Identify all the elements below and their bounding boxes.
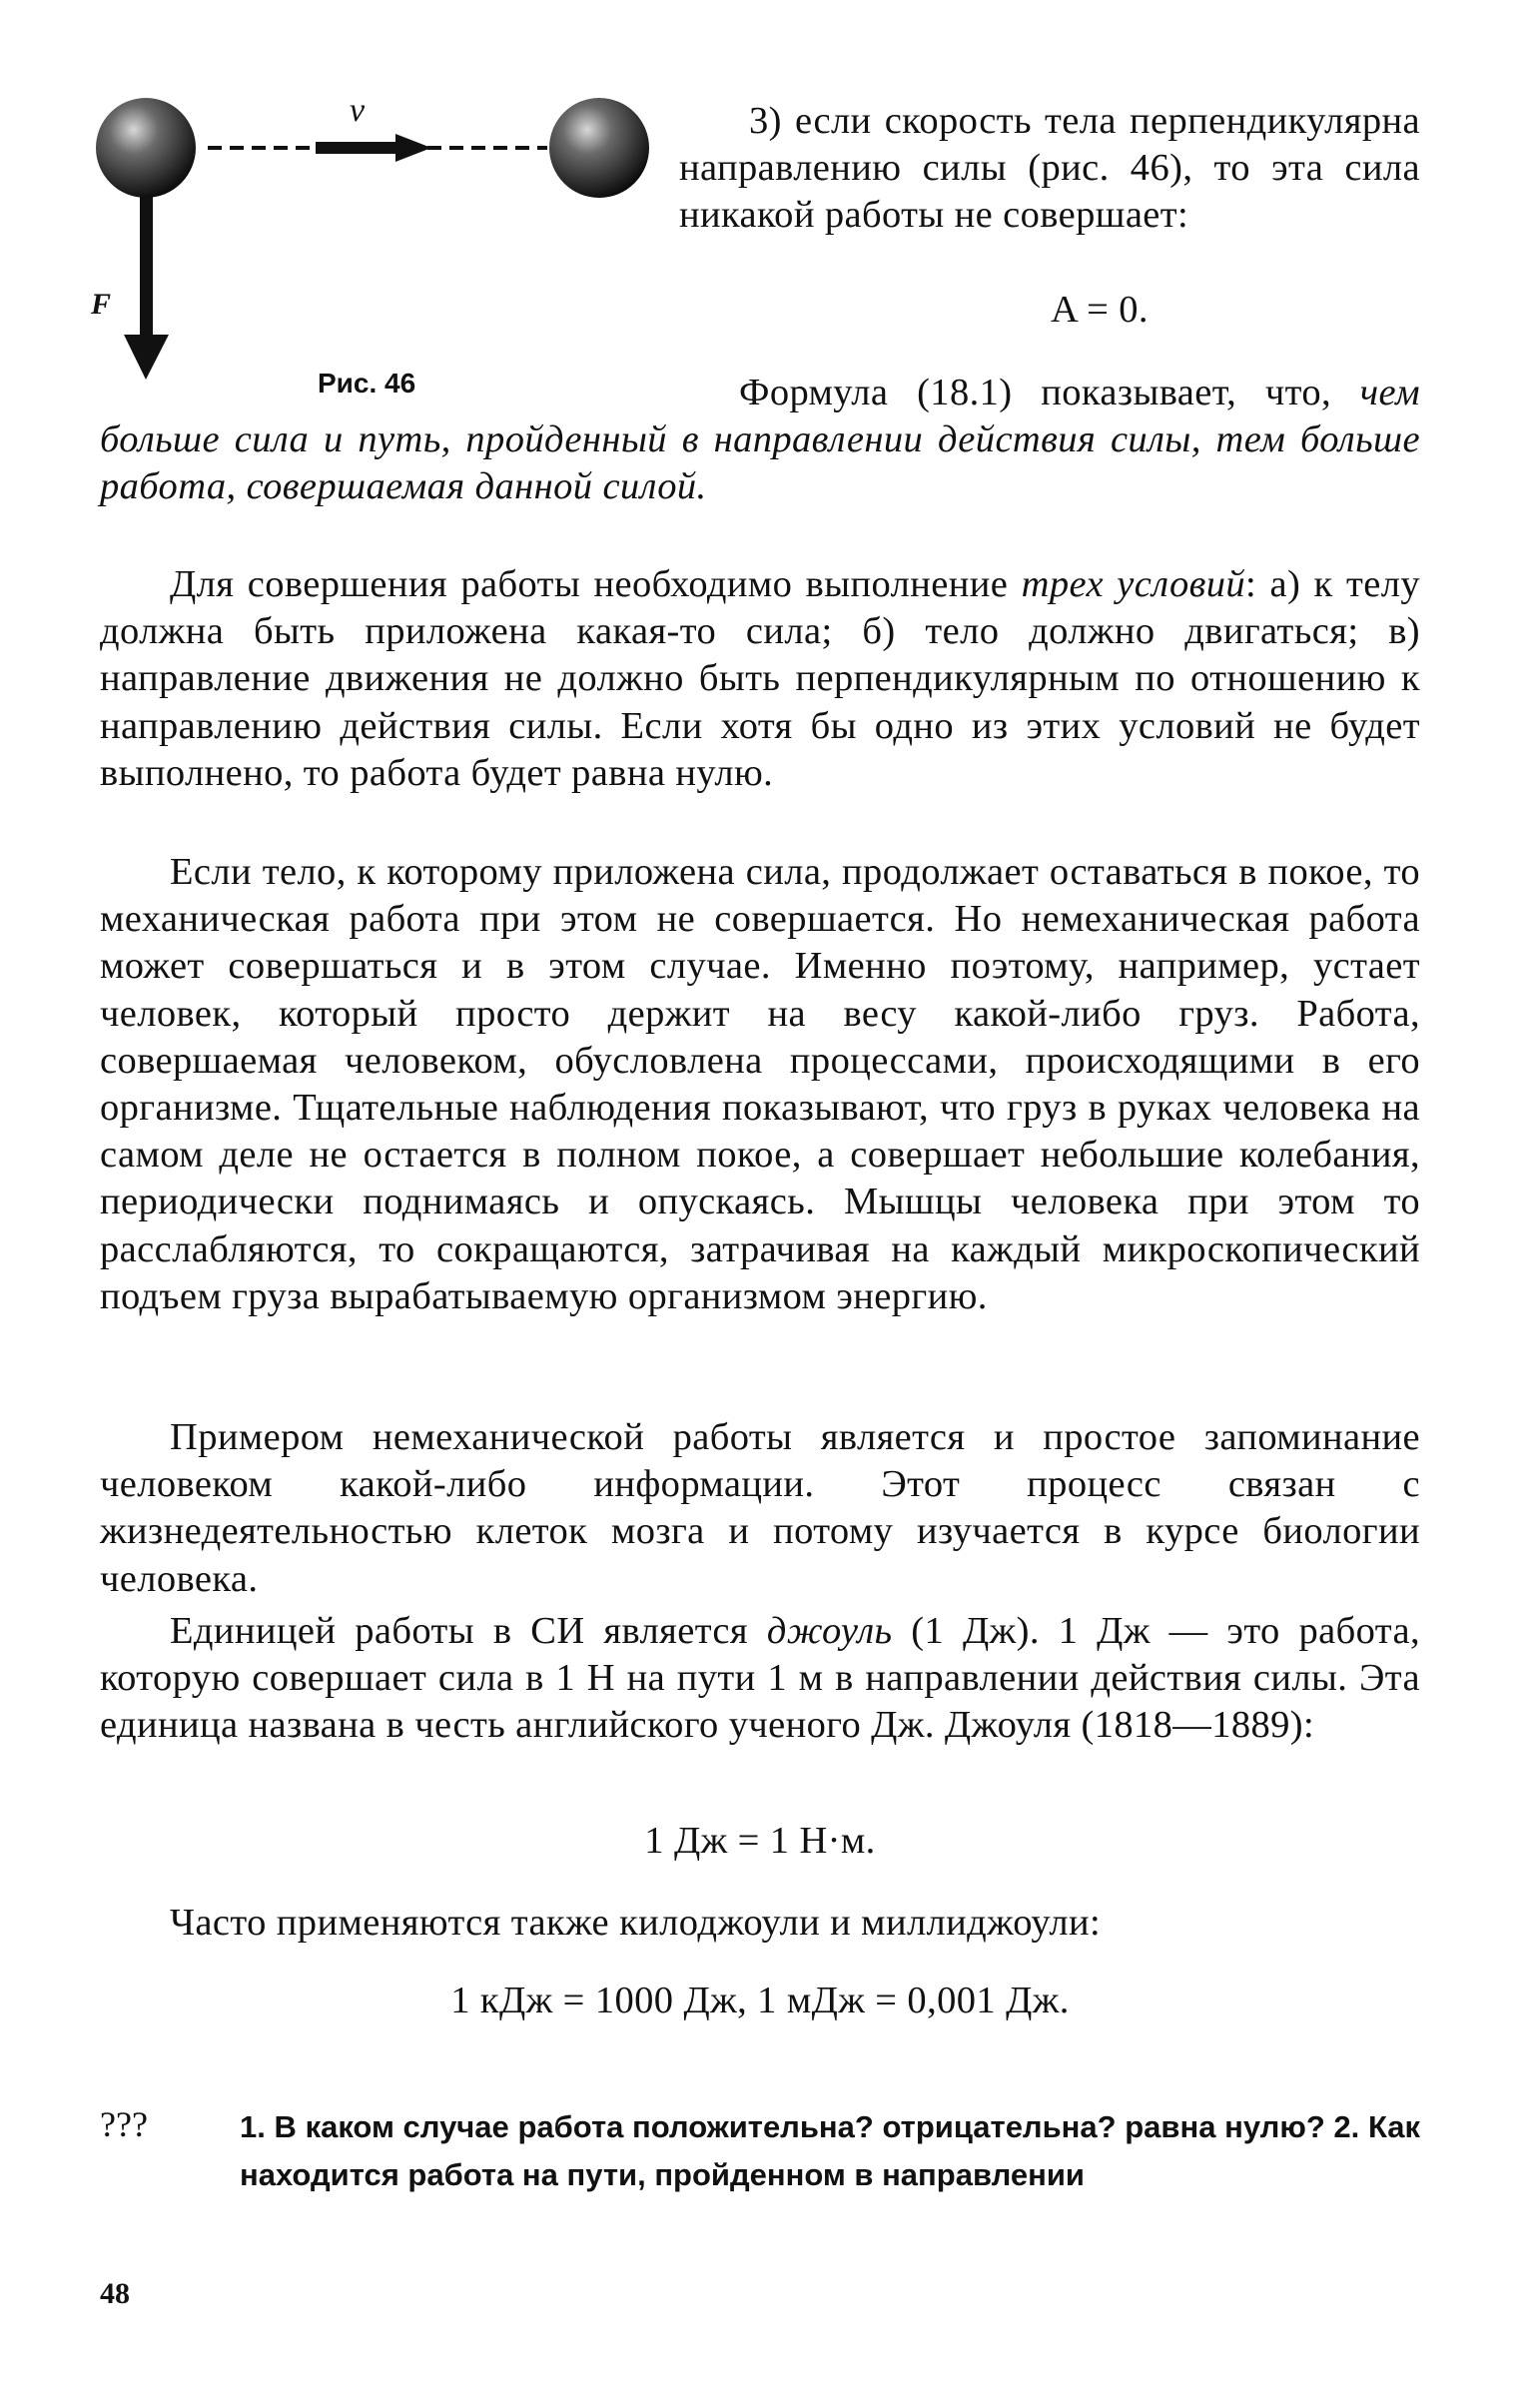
conditions-paragraph-emphasis: трех условий — [1021, 563, 1246, 605]
memory-work-paragraph: Примером немеханической работы является и простое запоминание человеком какой-либо информации. Этот процесс связан с жизнедеятельностью клеток мозга и потому изучается в курсе биологии человека. — [100, 1416, 1420, 1600]
force-label: F — [91, 288, 112, 321]
velocity-arrow-head — [395, 134, 431, 162]
formula-kilo-milli: 1 кДж = 1000 Дж, 1 мДж = 0,001 Дж. — [450, 1980, 1070, 2021]
ball-start — [96, 98, 196, 198]
joule-paragraph-before: Единицей работы в СИ является — [170, 1610, 767, 1652]
formula-joule: 1 Дж = 1 Н·м. — [644, 1820, 876, 1862]
figure-caption: Рис. 46 — [318, 368, 416, 398]
formula-a-zero: A = 0. — [1051, 289, 1149, 331]
ball-end — [549, 98, 649, 198]
condition-3-text: 3) если скорость тела перпендикулярна направлению силы (рис. 46), то эта сила никакой работы не совершает: — [679, 100, 1420, 237]
force-arrow-shaft — [140, 190, 153, 340]
joule-paragraph-after: (1 Дж). 1 Дж — это работа, которую совершает сила в 1 Н на пути 1 м в направлении действия силы. Эта единица названа в честь английского ученого Дж. Джоуля (1818—1889): — [100, 1610, 1420, 1747]
conditions-paragraph — [100, 561, 1420, 797]
page-number: 48 — [100, 2277, 130, 2310]
units-paragraph: Часто применяются также килоджоули и миллиджоули: — [170, 1902, 1102, 1944]
joule-paragraph-emphasis: джоуль — [766, 1610, 893, 1652]
formula-intro-emphasis: чем больше сила и путь, пройденный в направлении действия силы, тем больше работа, совершаемая данной силой. — [100, 372, 1420, 508]
rest-work-paragraph: Если тело, к которому приложена сила, продолжает оставаться в покое, то механическая работа при этом не совершается. Но немеханическая работа может совершаться и в этом случае. Именно поэтому, например, устает человек, который просто держит на весу какой-либо груз. Работа, совершаемая человеком, обусловлена процессами, происходящими в его организме. Тщательные наблюдения показывают, что груз в руках человека на самом деле не остается в полном покое, а совершает небольшие колебания, периодически поднимаясь и опускаясь. Мышцы человека при этом то расслабляются, то сокращаются, затрачивая на каждый микроскопический подъем груза вырабатываемую организмом энергию. — [100, 851, 1420, 1317]
figure-46 — [80, 80, 659, 409]
velocity-arrow-shaft — [316, 142, 395, 154]
questions-marker: ??? — [100, 2104, 148, 2144]
conditions-paragraph-before: Для совершения работы необходимо выполнение — [170, 563, 1022, 605]
velocity-label: v — [350, 92, 366, 129]
questions-text: 1. В каком случае работа положительна? отрицательна? равна нулю? 2. Как находится работа на пути, пройденном в направлении — [240, 2109, 1420, 2192]
formula-intro-prefix: Формула (18.1) показывает, что, — [739, 372, 1360, 413]
joule-paragraph — [100, 1608, 1420, 1750]
formula-intro-paragraph — [100, 370, 1420, 511]
conditions-paragraph-after: : а) к телу должна быть приложена какая-то сила; б) тело должно двигаться; в) направление движения не должно быть перпендикулярным по отношению к направлению действия силы. Если хотя бы одно из этих условий не будет выполнено, то работа будет равна нулю. — [100, 563, 1420, 794]
